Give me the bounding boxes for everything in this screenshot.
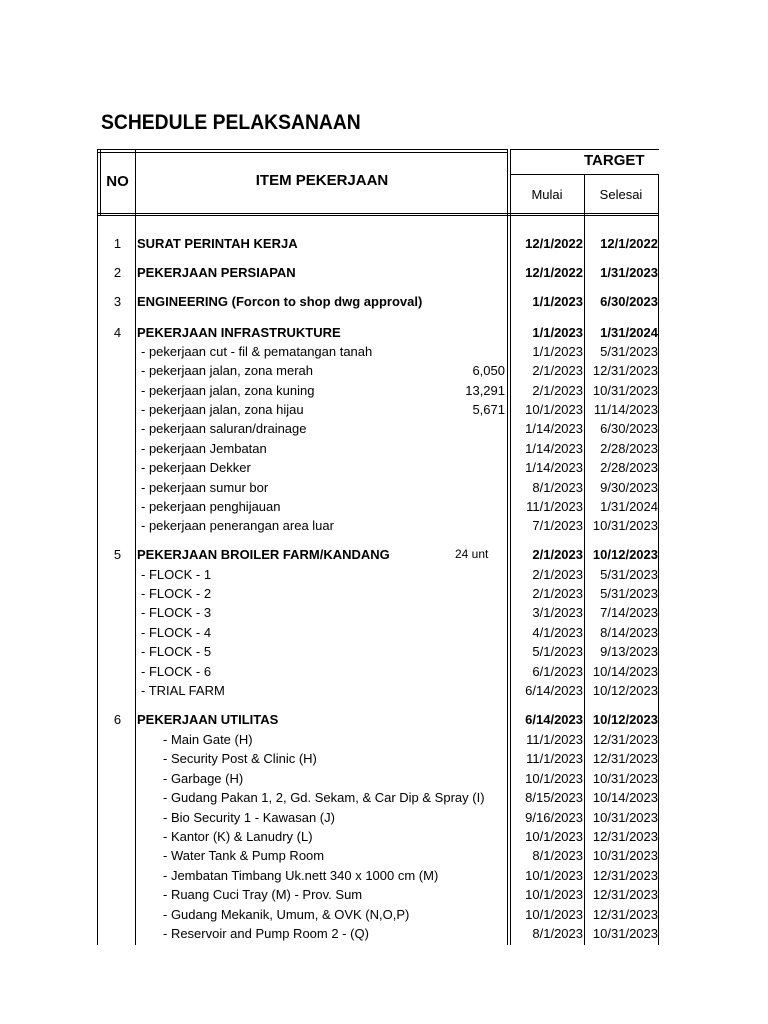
row-note: 24 unt xyxy=(455,547,489,561)
row-number: 3 xyxy=(113,294,122,309)
header-no: NO xyxy=(106,173,129,190)
row-item: - Gudang Mekanik, Umum, & OVK (N,O,P) xyxy=(163,907,410,922)
row-start-date: 11/1/2023 xyxy=(526,499,583,514)
row-start-date: 1/14/2023 xyxy=(525,460,583,475)
table-row xyxy=(0,866,768,885)
row-start-date: 11/1/2023 xyxy=(526,751,583,766)
row-quantity: 5,671 xyxy=(472,402,505,417)
header-selesai: Selesai xyxy=(599,187,643,202)
row-number: 1 xyxy=(113,236,122,251)
row-item: - FLOCK - 3 xyxy=(141,605,212,620)
row-start-date: 10/1/2023 xyxy=(525,907,583,922)
row-end-date: 12/31/2023 xyxy=(592,732,658,747)
table-row xyxy=(0,662,768,681)
row-item: - pekerjaan penghijauan xyxy=(141,499,281,514)
target-top-border xyxy=(510,149,659,150)
row-start-date: 1/1/2023 xyxy=(532,294,583,309)
table-row xyxy=(0,323,768,342)
row-item: - pekerjaan Dekker xyxy=(141,460,251,475)
row-end-date: 2/28/2023 xyxy=(600,460,658,475)
row-item: ENGINEERING (Forcon to shop dwg approval) xyxy=(137,294,423,309)
row-end-date: 10/14/2023 xyxy=(592,790,658,805)
table-top-border-inner xyxy=(97,152,508,153)
row-start-date: 3/1/2023 xyxy=(532,605,583,620)
table-row xyxy=(0,497,768,516)
table-row xyxy=(0,419,768,438)
row-start-date: 4/1/2023 xyxy=(532,625,583,640)
table-row xyxy=(0,905,768,924)
header-bottom-border-inner xyxy=(97,215,659,216)
table-row xyxy=(0,681,768,700)
table-row xyxy=(0,439,768,458)
row-start-date: 8/1/2023 xyxy=(532,848,583,863)
row-start-date: 2/1/2023 xyxy=(532,567,583,582)
row-end-date: 10/14/2023 xyxy=(592,664,658,679)
table-row xyxy=(0,846,768,865)
row-start-date: 2/1/2023 xyxy=(532,547,583,562)
row-end-date: 10/31/2023 xyxy=(592,848,658,863)
table-row xyxy=(0,400,768,419)
row-end-date: 12/31/2023 xyxy=(592,363,658,378)
table-row xyxy=(0,478,768,497)
row-end-date: 1/31/2024 xyxy=(600,325,658,340)
row-start-date: 2/1/2023 xyxy=(532,363,583,378)
row-start-date: 9/16/2023 xyxy=(525,810,583,825)
row-start-date: 2/1/2023 xyxy=(532,586,583,601)
row-item: - Security Post & Clinic (H) xyxy=(163,751,317,766)
table-row xyxy=(0,769,768,788)
row-start-date: 6/1/2023 xyxy=(532,664,583,679)
row-number: 6 xyxy=(113,712,122,727)
table-row xyxy=(0,263,768,282)
row-start-date: 11/1/2023 xyxy=(526,732,583,747)
row-end-date: 10/31/2023 xyxy=(592,771,658,786)
row-item: - Water Tank & Pump Room xyxy=(163,848,325,863)
row-start-date: 12/1/2022 xyxy=(525,236,583,251)
row-start-date: 1/1/2023 xyxy=(532,344,583,359)
row-number: 5 xyxy=(113,547,122,562)
table-row xyxy=(0,730,768,749)
row-item: PEKERJAAN UTILITAS xyxy=(137,712,279,727)
row-end-date: 10/31/2023 xyxy=(592,810,658,825)
row-item: - FLOCK - 6 xyxy=(141,664,212,679)
row-end-date: 12/1/2022 xyxy=(600,236,658,251)
row-item: - pekerjaan sumur bor xyxy=(141,480,269,495)
row-item: - pekerjaan penerangan area luar xyxy=(141,518,334,533)
table-row xyxy=(0,808,768,827)
header-item: ITEM PEKERJAAN xyxy=(255,172,389,189)
row-item: - pekerjaan jalan, zona hijau xyxy=(141,402,304,417)
table-top-border xyxy=(97,149,508,150)
row-item: - Gudang Pakan 1, 2, Gd. Sekam, & Car Dip & Spray (I) xyxy=(163,790,485,805)
row-end-date: 6/30/2023 xyxy=(600,294,658,309)
row-quantity: 6,050 xyxy=(472,363,505,378)
row-end-date: 10/12/2023 xyxy=(592,683,658,698)
table-row xyxy=(0,458,768,477)
row-end-date: 12/31/2023 xyxy=(592,829,658,844)
row-end-date: 10/12/2023 xyxy=(592,547,658,562)
row-item: PEKERJAAN BROILER FARM/KANDANG xyxy=(137,547,390,562)
row-item: - FLOCK - 4 xyxy=(141,625,212,640)
row-end-date: 7/14/2023 xyxy=(600,605,658,620)
row-item: SURAT PERINTAH KERJA xyxy=(137,236,298,251)
table-row xyxy=(0,924,768,943)
row-end-date: 12/31/2023 xyxy=(592,751,658,766)
row-start-date: 7/1/2023 xyxy=(532,518,583,533)
row-start-date: 10/1/2023 xyxy=(525,402,583,417)
table-row xyxy=(0,234,768,253)
table-row xyxy=(0,381,768,400)
table-row xyxy=(0,565,768,584)
row-end-date: 9/13/2023 xyxy=(600,644,658,659)
row-start-date: 1/14/2023 xyxy=(525,421,583,436)
row-start-date: 10/1/2023 xyxy=(525,887,583,902)
row-start-date: 8/15/2023 xyxy=(525,790,583,805)
row-end-date: 1/31/2023 xyxy=(600,265,658,280)
row-quantity: 13,291 xyxy=(465,383,505,398)
row-start-date: 5/1/2023 xyxy=(532,644,583,659)
row-end-date: 2/28/2023 xyxy=(600,441,658,456)
row-end-date: 10/12/2023 xyxy=(592,712,658,727)
row-start-date: 8/1/2023 xyxy=(532,480,583,495)
row-start-date: 2/1/2023 xyxy=(532,383,583,398)
table-row xyxy=(0,603,768,622)
row-item: - Ruang Cuci Tray (M) - Prov. Sum xyxy=(163,887,363,902)
row-start-date: 10/1/2023 xyxy=(525,868,583,883)
table-row xyxy=(0,885,768,904)
table-row xyxy=(0,516,768,535)
row-item: PEKERJAAN INFRASTRUKTURE xyxy=(137,325,341,340)
row-end-date: 10/31/2023 xyxy=(592,383,658,398)
row-end-date: 10/31/2023 xyxy=(592,518,658,533)
row-start-date: 10/1/2023 xyxy=(525,771,583,786)
row-item: - FLOCK - 1 xyxy=(141,567,212,582)
row-start-date: 1/14/2023 xyxy=(525,441,583,456)
row-end-date: 12/31/2023 xyxy=(592,868,658,883)
table-row xyxy=(0,361,768,380)
row-item: - pekerjaan Jembatan xyxy=(141,441,267,456)
row-item: - pekerjaan jalan, zona kuning xyxy=(141,383,315,398)
row-end-date: 12/31/2023 xyxy=(592,907,658,922)
row-start-date: 6/14/2023 xyxy=(525,683,583,698)
header-target: TARGET xyxy=(584,152,645,169)
row-start-date: 12/1/2022 xyxy=(525,265,583,280)
row-end-date: 12/31/2023 xyxy=(592,887,658,902)
row-item: - pekerjaan jalan, zona merah xyxy=(141,363,313,378)
row-start-date: 6/14/2023 xyxy=(525,712,583,727)
row-number: 4 xyxy=(113,325,122,340)
table-row xyxy=(0,623,768,642)
row-item: PEKERJAAN PERSIAPAN xyxy=(137,265,296,280)
row-item: - Bio Security 1 - Kawasan (J) xyxy=(163,810,335,825)
row-end-date: 9/30/2023 xyxy=(600,480,658,495)
table-row xyxy=(0,584,768,603)
row-item: - pekerjaan saluran/drainage xyxy=(141,421,307,436)
row-end-date: 5/31/2023 xyxy=(600,344,658,359)
row-item: - FLOCK - 5 xyxy=(141,644,212,659)
page-title: SCHEDULE PELAKSANAAN xyxy=(101,111,361,134)
row-item: - Jembatan Timbang Uk.nett 340 x 1000 cm (M) xyxy=(163,868,439,883)
header-bottom-border xyxy=(97,213,659,214)
row-item: - Garbage (H) xyxy=(163,771,244,786)
row-start-date: 10/1/2023 xyxy=(525,829,583,844)
table-row xyxy=(0,292,768,311)
row-start-date: 1/1/2023 xyxy=(532,325,583,340)
table-row xyxy=(0,788,768,807)
row-item: - TRIAL FARM xyxy=(141,683,225,698)
header-mulai: Mulai xyxy=(531,187,563,202)
row-end-date: 1/31/2024 xyxy=(600,499,658,514)
row-item: - FLOCK - 2 xyxy=(141,586,212,601)
table-row xyxy=(0,827,768,846)
row-start-date: 8/1/2023 xyxy=(532,926,583,941)
row-end-date: 8/14/2023 xyxy=(600,625,658,640)
table-row xyxy=(0,342,768,361)
row-item: - Main Gate (H) xyxy=(163,732,253,747)
table-row xyxy=(0,545,768,564)
row-end-date: 5/31/2023 xyxy=(600,586,658,601)
target-divider xyxy=(510,174,659,175)
row-end-date: 10/31/2023 xyxy=(592,926,658,941)
row-item: - Kantor (K) & Lanudry (L) xyxy=(163,829,313,844)
row-item: - pekerjaan cut - fil & pematangan tanah xyxy=(141,344,373,359)
row-end-date: 11/14/2023 xyxy=(593,402,658,417)
table-row xyxy=(0,642,768,661)
row-end-date: 5/31/2023 xyxy=(600,567,658,582)
table-row xyxy=(0,710,768,729)
row-number: 2 xyxy=(113,265,122,280)
row-end-date: 6/30/2023 xyxy=(600,421,658,436)
row-item: - Reservoir and Pump Room 2 - (Q) xyxy=(163,926,369,941)
table-row xyxy=(0,749,768,768)
